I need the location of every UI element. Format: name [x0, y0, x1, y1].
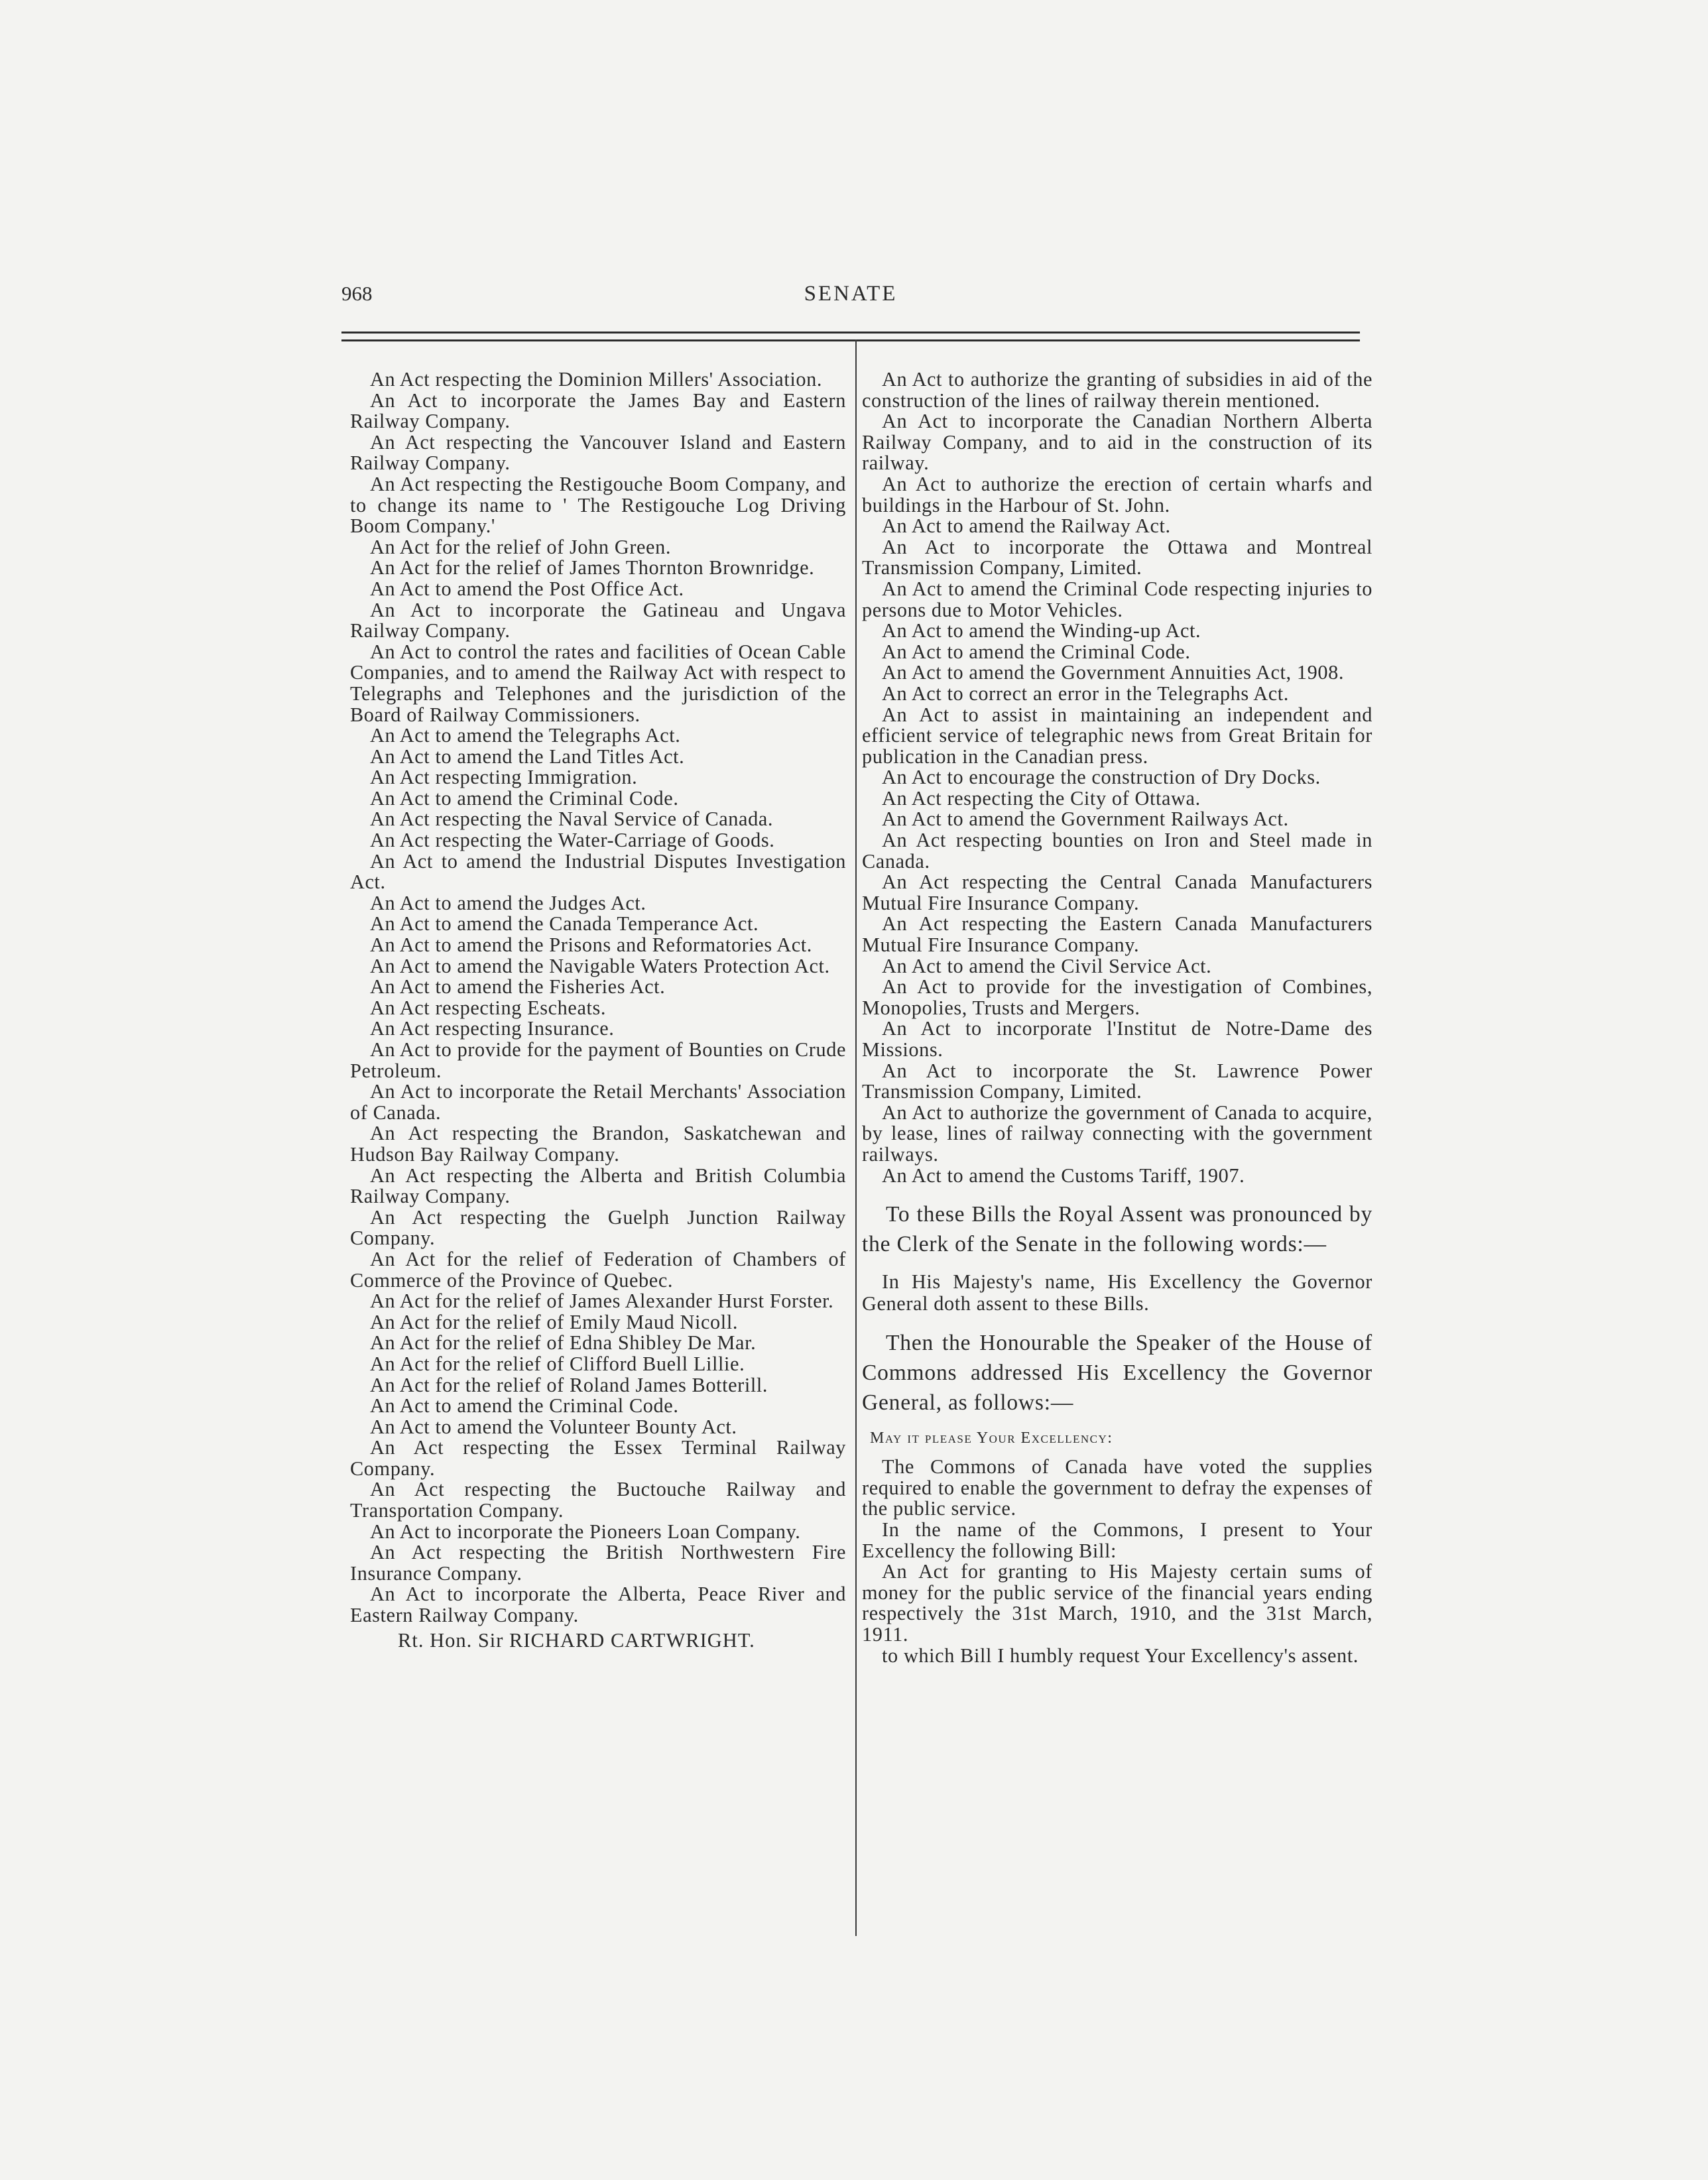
act-item: An Act respecting Insurance.	[370, 1017, 615, 1040]
act-item: An Act to amend the Judges Act.	[370, 891, 646, 914]
act-item: An Act respecting the Brandon, Saskatchewan and Hudson Bay Railway Company.	[350, 1122, 846, 1166]
act-item: An Act respecting the Essex Terminal Railway Company.	[350, 1436, 846, 1480]
act-item: An Act to authorize the erection of certain wharfs and buildings in the Harbour of St. John.	[862, 472, 1372, 516]
speaker-intro: Then the Honourable the Speaker of the House of Commons addressed His Excellency the Governor General, as follows:—	[862, 1331, 1372, 1416]
salutation: May it please Your Excellency:	[870, 1429, 1113, 1447]
act-item: An Act for the relief of Emily Maud Nicoll.	[370, 1310, 739, 1333]
running-head: SENATE	[804, 282, 898, 306]
act-item: An Act respecting the Guelph Junction Railway Company.	[350, 1205, 846, 1250]
column-divider	[855, 339, 857, 1936]
act-item: An Act to amend the Volunteer Bounty Act.	[370, 1415, 737, 1438]
act-item: An Act to amend the Civil Service Act.	[882, 954, 1212, 977]
act-item: An Act respecting bounties on Iron and Steel made in Canada.	[862, 829, 1372, 873]
act-item: An Act to incorporate the Pioneers Loan Company.	[370, 1520, 801, 1543]
header-rule-bottom	[341, 339, 1360, 341]
commons-address-paragraph: In the name of the Commons, I present to Your Excellency the following Bill:	[862, 1518, 1372, 1562]
commons-address-paragraph: An Act for granting to His Majesty certain sums of money for the public service of the financial years ending respectively the 31st March, 1910, and the 31st March, 1911.	[862, 1560, 1372, 1646]
act-item: An Act to incorporate the James Bay and Eastern Railway Company.	[350, 389, 846, 433]
act-item: An Act to correct an error in the Telegraphs Act.	[882, 682, 1289, 705]
act-item: An Act respecting the Buctouche Railway and Transportation Company.	[350, 1478, 846, 1522]
act-item: An Act for the relief of Roland James Botterill.	[370, 1373, 768, 1396]
act-item: An Act to amend the Industrial Disputes Investigation Act.	[350, 849, 846, 894]
right-column	[862, 369, 1372, 1666]
act-item: An Act to amend the Criminal Code.	[370, 786, 679, 810]
act-item: An Act for the relief of James Thornton Brownridge.	[370, 556, 815, 579]
act-item: An Act to amend the Customs Tariff, 1907.	[882, 1164, 1245, 1187]
act-item: An Act to assist in maintaining an independent and efficient service of telegraphic news from Great Britain for publication in the Canadian press.	[862, 703, 1372, 768]
act-item: An Act respecting the Dominion Millers' Association.	[370, 368, 823, 391]
act-item: An Act for the relief of John Green.	[370, 535, 672, 558]
act-item: An Act to control the rates and facilities of Ocean Cable Companies, and to amend the Railway Act with respect to Telegraphs and Telephones and the jurisdiction of the Board of Railway Commissioners.	[350, 640, 846, 726]
act-item: An Act to incorporate the Ottawa and Montreal Transmission Company, Limited.	[862, 535, 1372, 579]
signature: Rt. Hon. Sir RICHARD CARTWRIGHT.	[398, 1628, 755, 1652]
act-item: An Act for the relief of Edna Shibley De Mar.	[370, 1331, 757, 1355]
act-item: An Act to amend the Railway Act.	[882, 515, 1171, 538]
act-item: An Act respecting the Alberta and British Columbia Railway Company.	[350, 1164, 846, 1208]
act-item: An Act to amend the Post Office Act.	[370, 577, 684, 600]
act-item: An Act to amend the Canada Temperance Act.	[370, 912, 759, 936]
act-item: An Act respecting the British Northwestern Fire Insurance Company.	[350, 1541, 846, 1585]
act-item: An Act to amend the Telegraphs Act.	[370, 724, 681, 747]
act-item: An Act for the relief of Clifford Buell Lillie.	[370, 1352, 745, 1375]
act-item: An Act to incorporate the Gatineau and Ungava Railway Company.	[350, 598, 846, 642]
act-item: An Act to incorporate the Alberta, Peace River and Eastern Railway Company.	[350, 1583, 846, 1627]
act-item: An Act to incorporate the Canadian Northern Alberta Railway Company, and to aid in the construction of its railway.	[862, 410, 1372, 475]
commons-address-paragraph: to which Bill I humbly request Your Excellency's assent.	[882, 1644, 1359, 1667]
act-item: An Act to amend the Criminal Code.	[882, 640, 1191, 663]
act-item: An Act to amend the Land Titles Act.	[370, 745, 685, 768]
act-item: An Act respecting the Naval Service of Canada.	[370, 808, 774, 831]
act-item: An Act to amend the Navigable Waters Protection Act.	[370, 954, 830, 977]
act-item: An Act to amend the Criminal Code respecting injuries to persons due to Motor Vehicles.	[862, 577, 1372, 621]
assent-words: In His Majesty's name, His Excellency the Governor General doth assent to these Bills.	[862, 1270, 1372, 1315]
act-item: An Act to authorize the granting of subsidies in aid of the construction of the lines of railway therein mentioned.	[862, 368, 1372, 412]
act-item: An Act for the relief of James Alexander Hurst Forster.	[370, 1290, 834, 1313]
act-item: An Act to incorporate l'Institut de Notre-Dame des Missions.	[862, 1017, 1372, 1061]
act-item: An Act to authorize the government of Canada to acquire, by lease, lines of railway connecting with the government railways.	[862, 1101, 1372, 1166]
act-item: An Act to incorporate the St. Lawrence Power Transmission Company, Limited.	[862, 1059, 1372, 1103]
act-item: An Act respecting Immigration.	[370, 766, 638, 789]
page-header	[341, 282, 1360, 315]
page-number: 968	[341, 282, 373, 305]
act-item: An Act respecting the City of Ottawa.	[882, 786, 1201, 810]
act-item: An Act to amend the Government Railways Act.	[882, 808, 1289, 831]
act-item: An Act to amend the Fisheries Act.	[370, 975, 666, 999]
commons-address-paragraph: The Commons of Canada have voted the supplies required to enable the government to defray the expenses of the public service.	[862, 1455, 1372, 1520]
act-item: An Act to amend the Winding-up Act.	[882, 619, 1201, 642]
act-item: An Act for the relief of Federation of Chambers of Commerce of the Province of Quebec.	[350, 1247, 846, 1292]
act-item: An Act respecting the Central Canada Manufacturers Mutual Fire Insurance Company.	[862, 871, 1372, 914]
header-rule-top	[341, 332, 1360, 333]
act-item: An Act to provide for the investigation of Combines, Monopolies, Trusts and Mergers.	[862, 975, 1372, 1019]
act-item: An Act to amend the Criminal Code.	[370, 1394, 679, 1418]
act-item: An Act respecting the Vancouver Island and Eastern Railway Company.	[350, 430, 846, 475]
act-item: An Act respecting Escheats.	[370, 996, 607, 1019]
act-item: An Act to amend the Government Annuities Act, 1908.	[882, 661, 1345, 684]
act-item: An Act respecting the Water-Carriage of Goods.	[370, 829, 775, 852]
royal-assent-intro: To these Bills the Royal Assent was pronounced by the Clerk of the Senate in the following words:—	[862, 1202, 1372, 1257]
act-item: An Act to incorporate the Retail Merchants' Association of Canada.	[350, 1080, 846, 1124]
left-column	[350, 369, 846, 1652]
act-item: An Act to provide for the payment of Bounties on Crude Petroleum.	[350, 1038, 846, 1082]
act-item: An Act to amend the Prisons and Reformatories Act.	[370, 934, 812, 957]
act-item: An Act respecting the Restigouche Boom Company, and to change its name to ' The Restigouche Log Driving Boom Company.'	[350, 472, 846, 538]
act-item: An Act respecting the Eastern Canada Manufacturers Mutual Fire Insurance Company.	[862, 912, 1372, 957]
act-item: An Act to encourage the construction of Dry Docks.	[882, 766, 1321, 789]
